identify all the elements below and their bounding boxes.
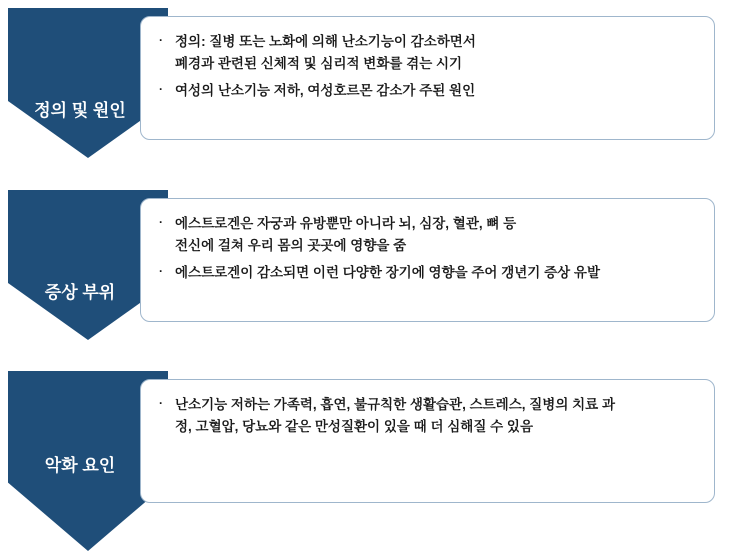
- content-panel-2: [140, 198, 715, 322]
- list-item: [159, 394, 696, 439]
- bullet-line-1: 정의: 질병 또는 노화에 의해 난소기능이 감소하면서: [175, 34, 476, 49]
- bullet-list-1: [159, 31, 696, 102]
- bullet-line-2: 폐경과 관련된 신체적 및 심리적 변화를 겪는 시기: [175, 56, 463, 72]
- bullet-marker: ·: [159, 215, 163, 229]
- list-item: [159, 262, 696, 284]
- bullet-marker: ·: [159, 33, 163, 47]
- bullet-line-2: 전신에 걸쳐 우리 몸의 곳곳에 영향을 줌: [175, 238, 407, 254]
- bullet-line-1: 난소기능 저하는 가족력, 흡연, 불규칙한 생활습관, 스트레스, 질병의 치료 과: [175, 397, 615, 412]
- bullet-list-3: [159, 394, 696, 439]
- list-item: [159, 80, 696, 102]
- bullet-list-2: [159, 213, 696, 284]
- bullet-marker: ·: [159, 81, 163, 96]
- bullet-marker: ·: [159, 396, 163, 410]
- list-item: [159, 213, 696, 258]
- bullet-line-1: 여성의 난소기능 저하, 여성호르몬 감소가 주된 원인: [175, 82, 476, 98]
- list-item: [159, 31, 696, 76]
- arrow-label-1: 정의 및 원인: [34, 101, 126, 120]
- content-panel-1: [140, 16, 715, 140]
- arrow-label-2: 증상 부위: [44, 283, 116, 302]
- bullet-line-2: 정, 고혈압, 당뇨와 같은 만성질환이 있을 때 더 심해질 수 있음: [175, 419, 533, 435]
- bullet-marker: ·: [159, 263, 163, 278]
- bullet-line-1: 에스트로겐은 자궁과 유방뿐만 아니라 뇌, 심장, 혈관, 뼈 등: [175, 216, 517, 231]
- bullet-line-1: 에스트로겐이 감소되면 이런 다양한 장기에 영향을 주어 갱년기 증상 유발: [175, 264, 600, 280]
- arrow-label-3: 악화 요인: [44, 456, 116, 475]
- content-panel-3: [140, 379, 715, 503]
